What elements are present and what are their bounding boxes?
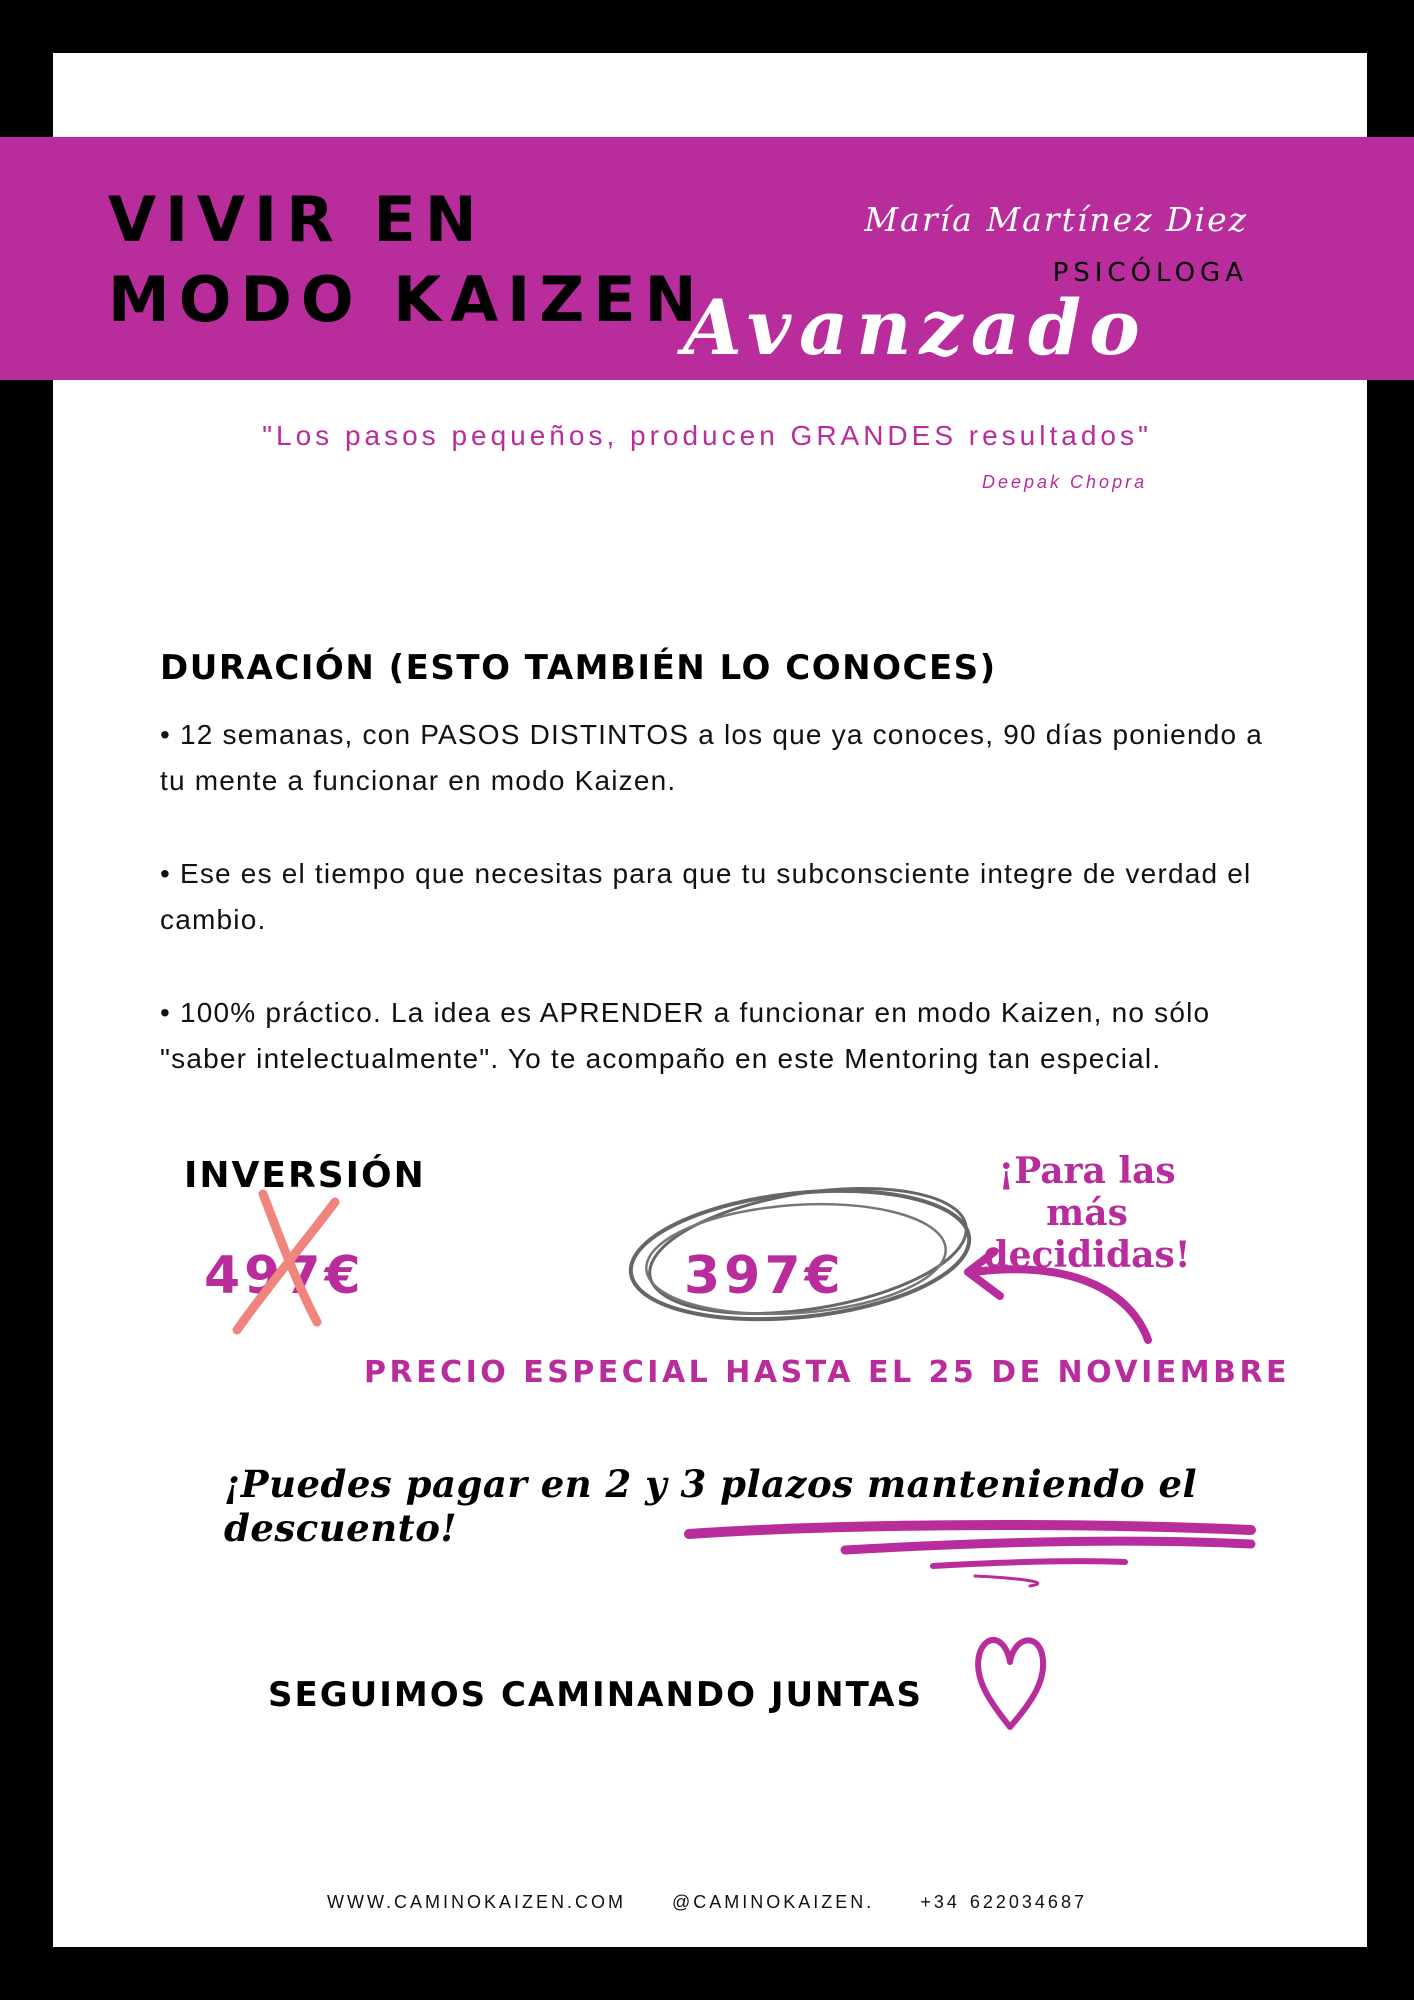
duration-point-1: • 12 semanas, con PASOS DISTINTOS a los que ya conoces, 90 días poniendo a tu mente a funcionar en modo Kaizen. — [160, 719, 1264, 796]
cross-out-mark — [225, 1190, 345, 1340]
title-line-2: MODO KAIZEN — [108, 263, 706, 336]
duration-point-2: • Ese es el tiempo que necesitas para que tu subconsciente integre de verdad el cambio. — [160, 858, 1252, 935]
footer-phone: +34 622034687 — [920, 1892, 1087, 1912]
payment-note: ¡Puedes pagar en 2 y 3 plazos manteniendo el descuento! — [224, 1462, 1198, 1550]
new-price: 397€ — [684, 1246, 845, 1306]
level-label: Avanzado — [683, 283, 1148, 372]
author-name: María Martínez Diez — [864, 200, 1248, 239]
author-role: PSICÓLOGA — [1052, 258, 1248, 288]
page-title — [108, 180, 705, 340]
quote-author: Deepak Chopra — [982, 472, 1148, 492]
old-price: 497€ — [204, 1246, 365, 1306]
duration-title: DURACIÓN (ESTO TAMBIÉN LO CONOCES) — [160, 648, 997, 688]
special-price-note: PRECIO ESPECIAL HASTA EL 25 DE NOVIEMBRE — [364, 1355, 1291, 1390]
duration-point-3: • 100% práctico. La idea es APRENDER a funcionar en modo Kaizen, no sólo "saber intelectualmente". Yo te acompaño en este Mentoring tan especial. — [160, 997, 1211, 1074]
footer-website[interactable]: WWW.CAMINOKAIZEN.COM — [327, 1892, 626, 1912]
promo-line-2: decididas! — [983, 1234, 1191, 1276]
footer-social[interactable]: @CAMINOKAIZEN. — [672, 1892, 875, 1912]
footer-contact — [0, 1892, 1414, 1913]
title-line-1: VIVIR EN — [108, 183, 486, 256]
brush-underline — [685, 1520, 1255, 1590]
promo-line-1: ¡Para las más — [998, 1150, 1176, 1234]
curved-arrow-icon — [960, 1250, 1160, 1350]
investment-title: INVERSIÓN — [184, 1155, 426, 1196]
closing-text: SEGUIMOS CAMINANDO JUNTAS — [268, 1675, 923, 1715]
quote-text: "Los pasos pequeños, producen GRANDES resultados" — [262, 420, 1152, 451]
heart-icon — [970, 1632, 1050, 1732]
